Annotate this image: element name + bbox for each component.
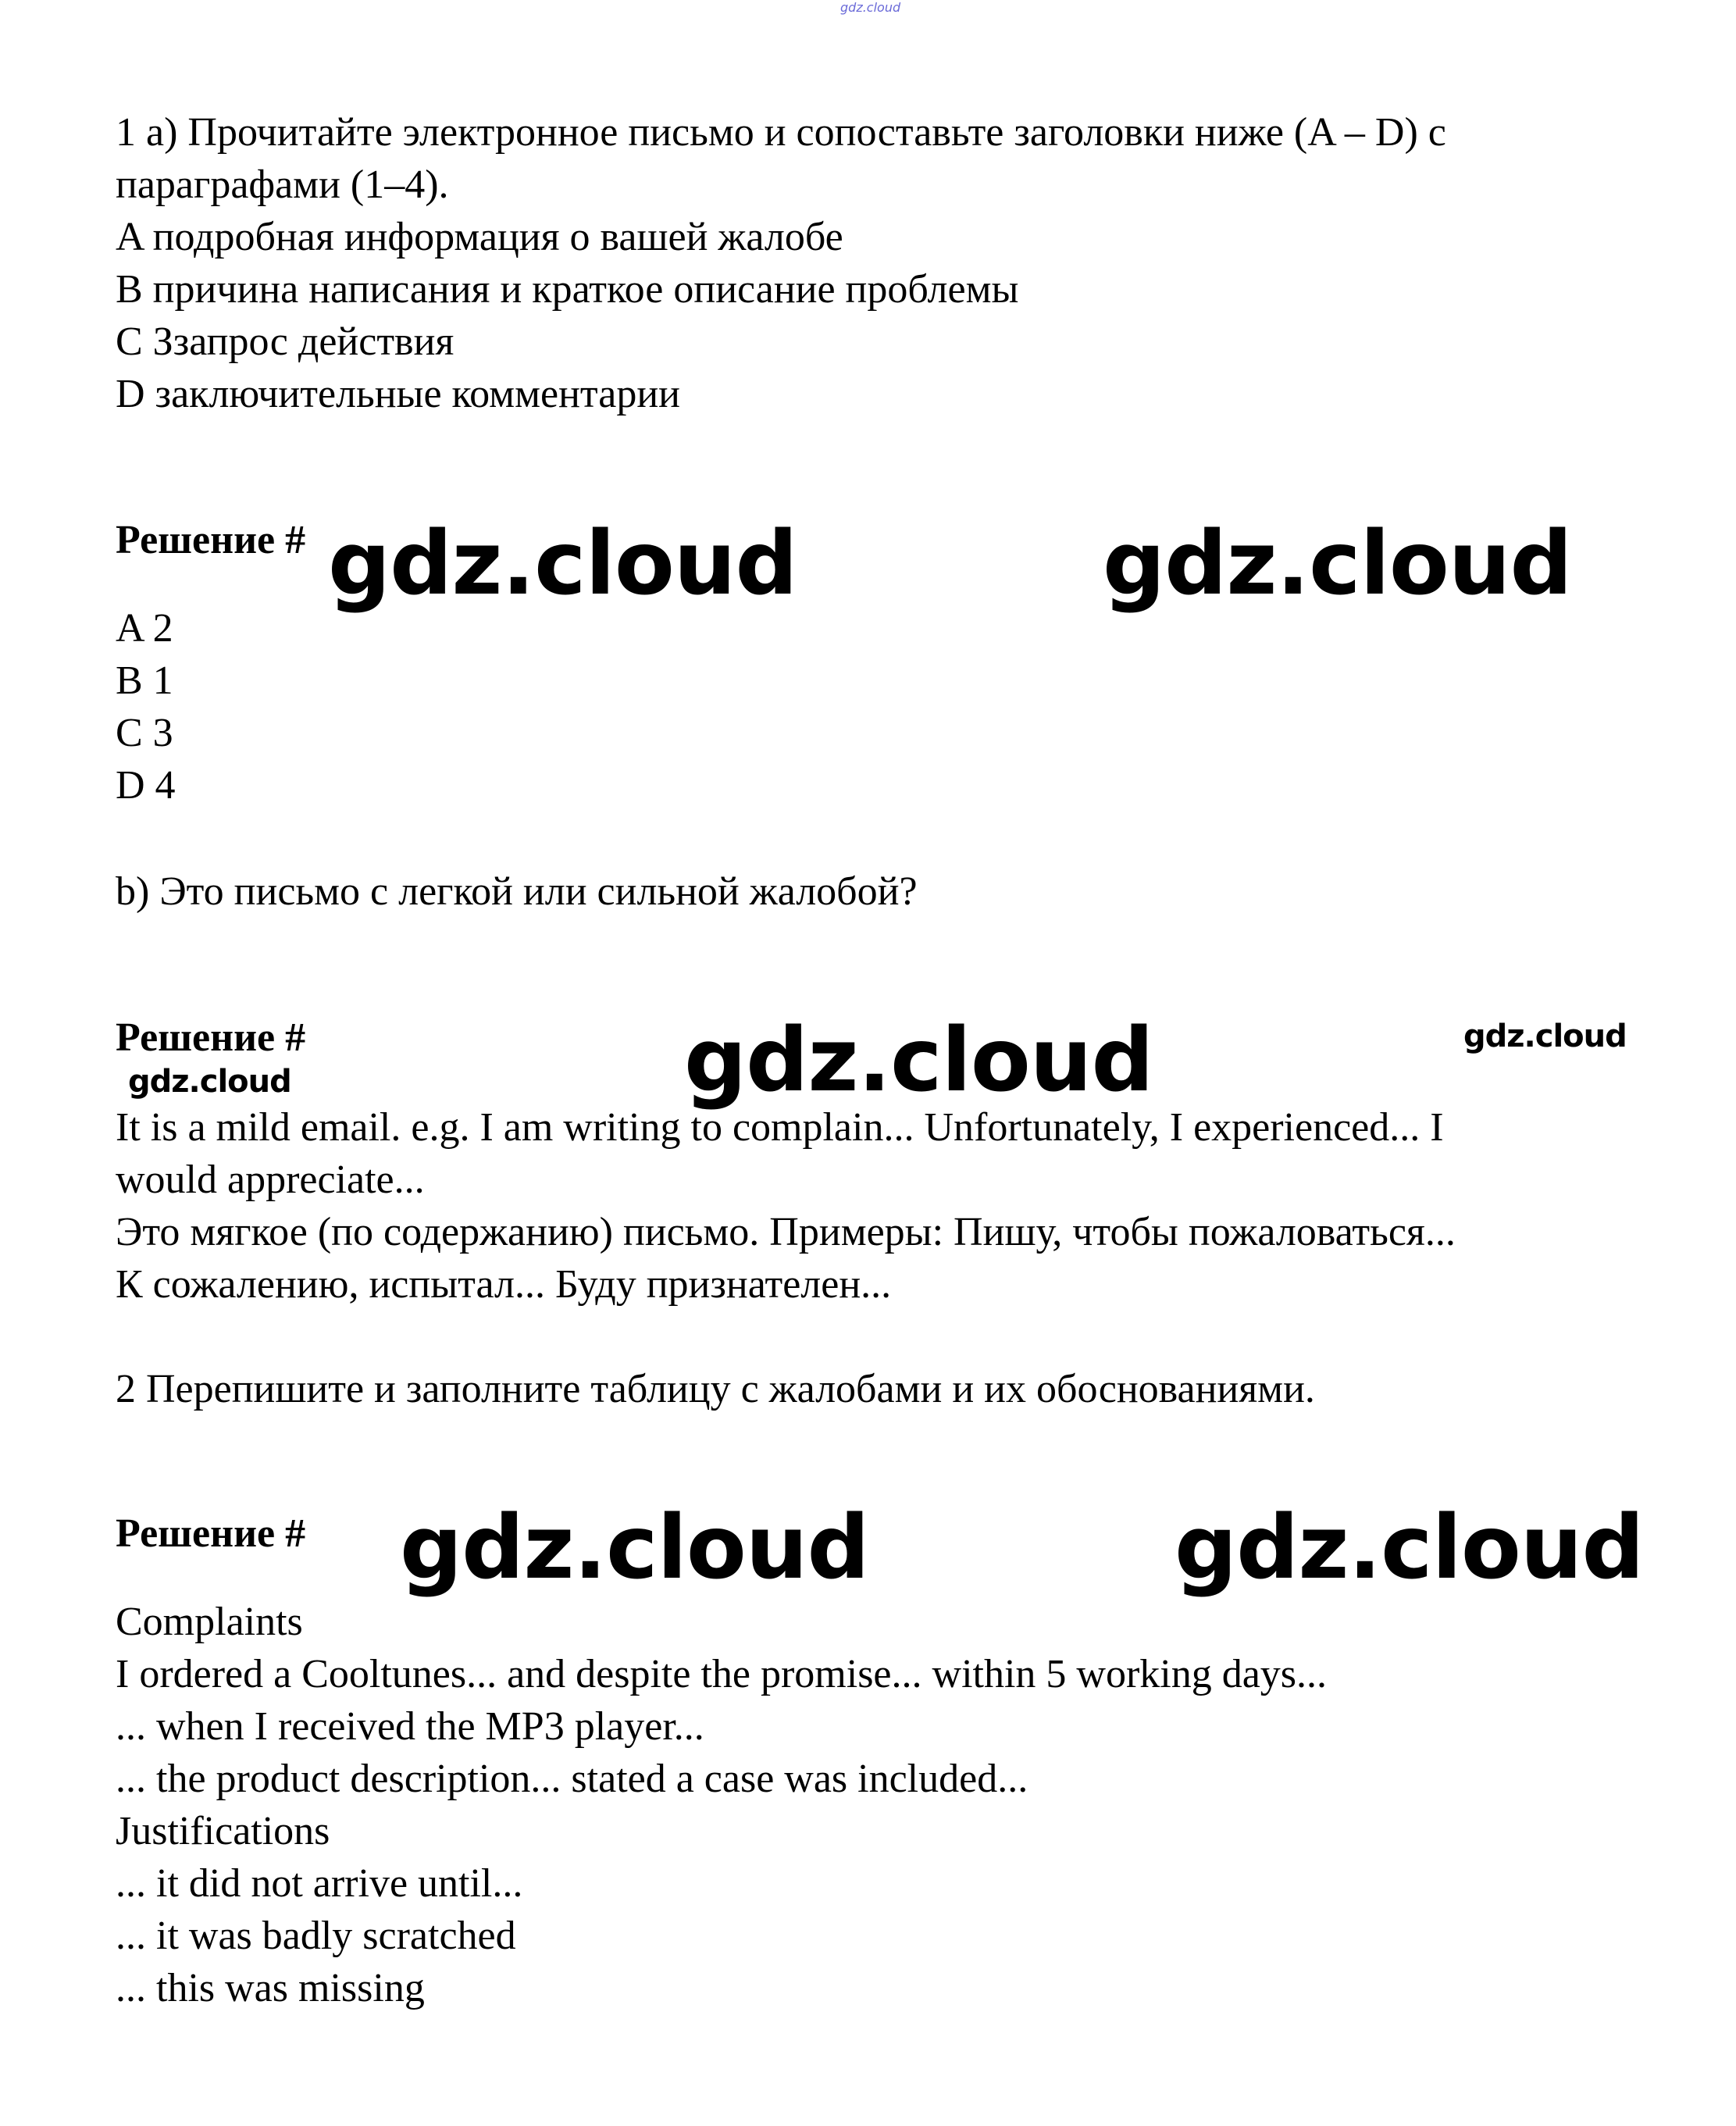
solution2-line8: ... this was missing (116, 1966, 425, 2010)
solution1-answer-d: D 4 (116, 763, 176, 808)
watermark-6: gdz.cloud (400, 1497, 869, 1599)
task1-heading-d: D заключительные комментарии (116, 372, 680, 416)
solution2-line5: Justifications (116, 1809, 330, 1853)
solution2-line7: ... it was badly scratched (116, 1914, 516, 1958)
solution1-answer-a: A 2 (116, 606, 173, 651)
solution2-line1: Complaints (116, 1600, 303, 1644)
solution1b-line3: Это мягкое (по содержанию) письмо. Примеры: Пишу, чтобы пожаловаться... (116, 1210, 1456, 1254)
task1-prompt-line2: параграфами (1–4). (116, 162, 449, 207)
task1-prompt-line1: 1 a) Прочитайте электронное письмо и сопоставьте заголовки ниже (A – D) с (116, 110, 1446, 155)
solution2-line6: ... it did not arrive until... (116, 1861, 523, 1906)
task1-heading-b: B причина написания и краткое описание проблемы (116, 267, 1019, 312)
solution2-line3: ... when I received the MP3 player... (116, 1704, 704, 1749)
top-watermark: gdz.cloud (840, 0, 901, 15)
task1b-prompt: b) Это письмо с легкой или сильной жалобой? (116, 869, 918, 914)
solution2-label: Решение # (116, 1511, 306, 1556)
watermark-3: gdz.cloud (684, 1010, 1153, 1111)
solution1b-line2: would appreciate... (116, 1158, 425, 1202)
task2-prompt: 2 Перепишите и заполните таблицу с жалобами и их обоснованиями. (116, 1367, 1315, 1411)
watermark-4: gdz.cloud (1463, 1018, 1627, 1054)
watermark-2: gdz.cloud (1103, 513, 1572, 615)
solution1-answer-b: B 1 (116, 658, 173, 703)
solution2-line4: ... the product description... stated a case was included... (116, 1757, 1028, 1801)
solution1b-label: Решение # (116, 1015, 306, 1060)
solution1b-line4: К сожалению, испытал... Буду признателен... (116, 1262, 892, 1307)
task1-heading-c: C Ззапрос действия (116, 319, 454, 364)
solution1-answer-c: C 3 (116, 711, 173, 755)
watermark-1: gdz.cloud (328, 513, 797, 615)
solution1b-line1: It is a mild email. e.g. I am writing to complain... Unfortunately, I experienced... I (116, 1105, 1444, 1150)
task1-heading-a: A подробная информация о вашей жалобе (116, 215, 843, 259)
watermark-7: gdz.cloud (1175, 1497, 1644, 1599)
solution2-line2: I ordered a Cooltunes... and despite the promise... within 5 working days... (116, 1652, 1328, 1696)
solution1-label: Решение # (116, 518, 306, 562)
watermark-5: gdz.cloud (128, 1064, 291, 1100)
